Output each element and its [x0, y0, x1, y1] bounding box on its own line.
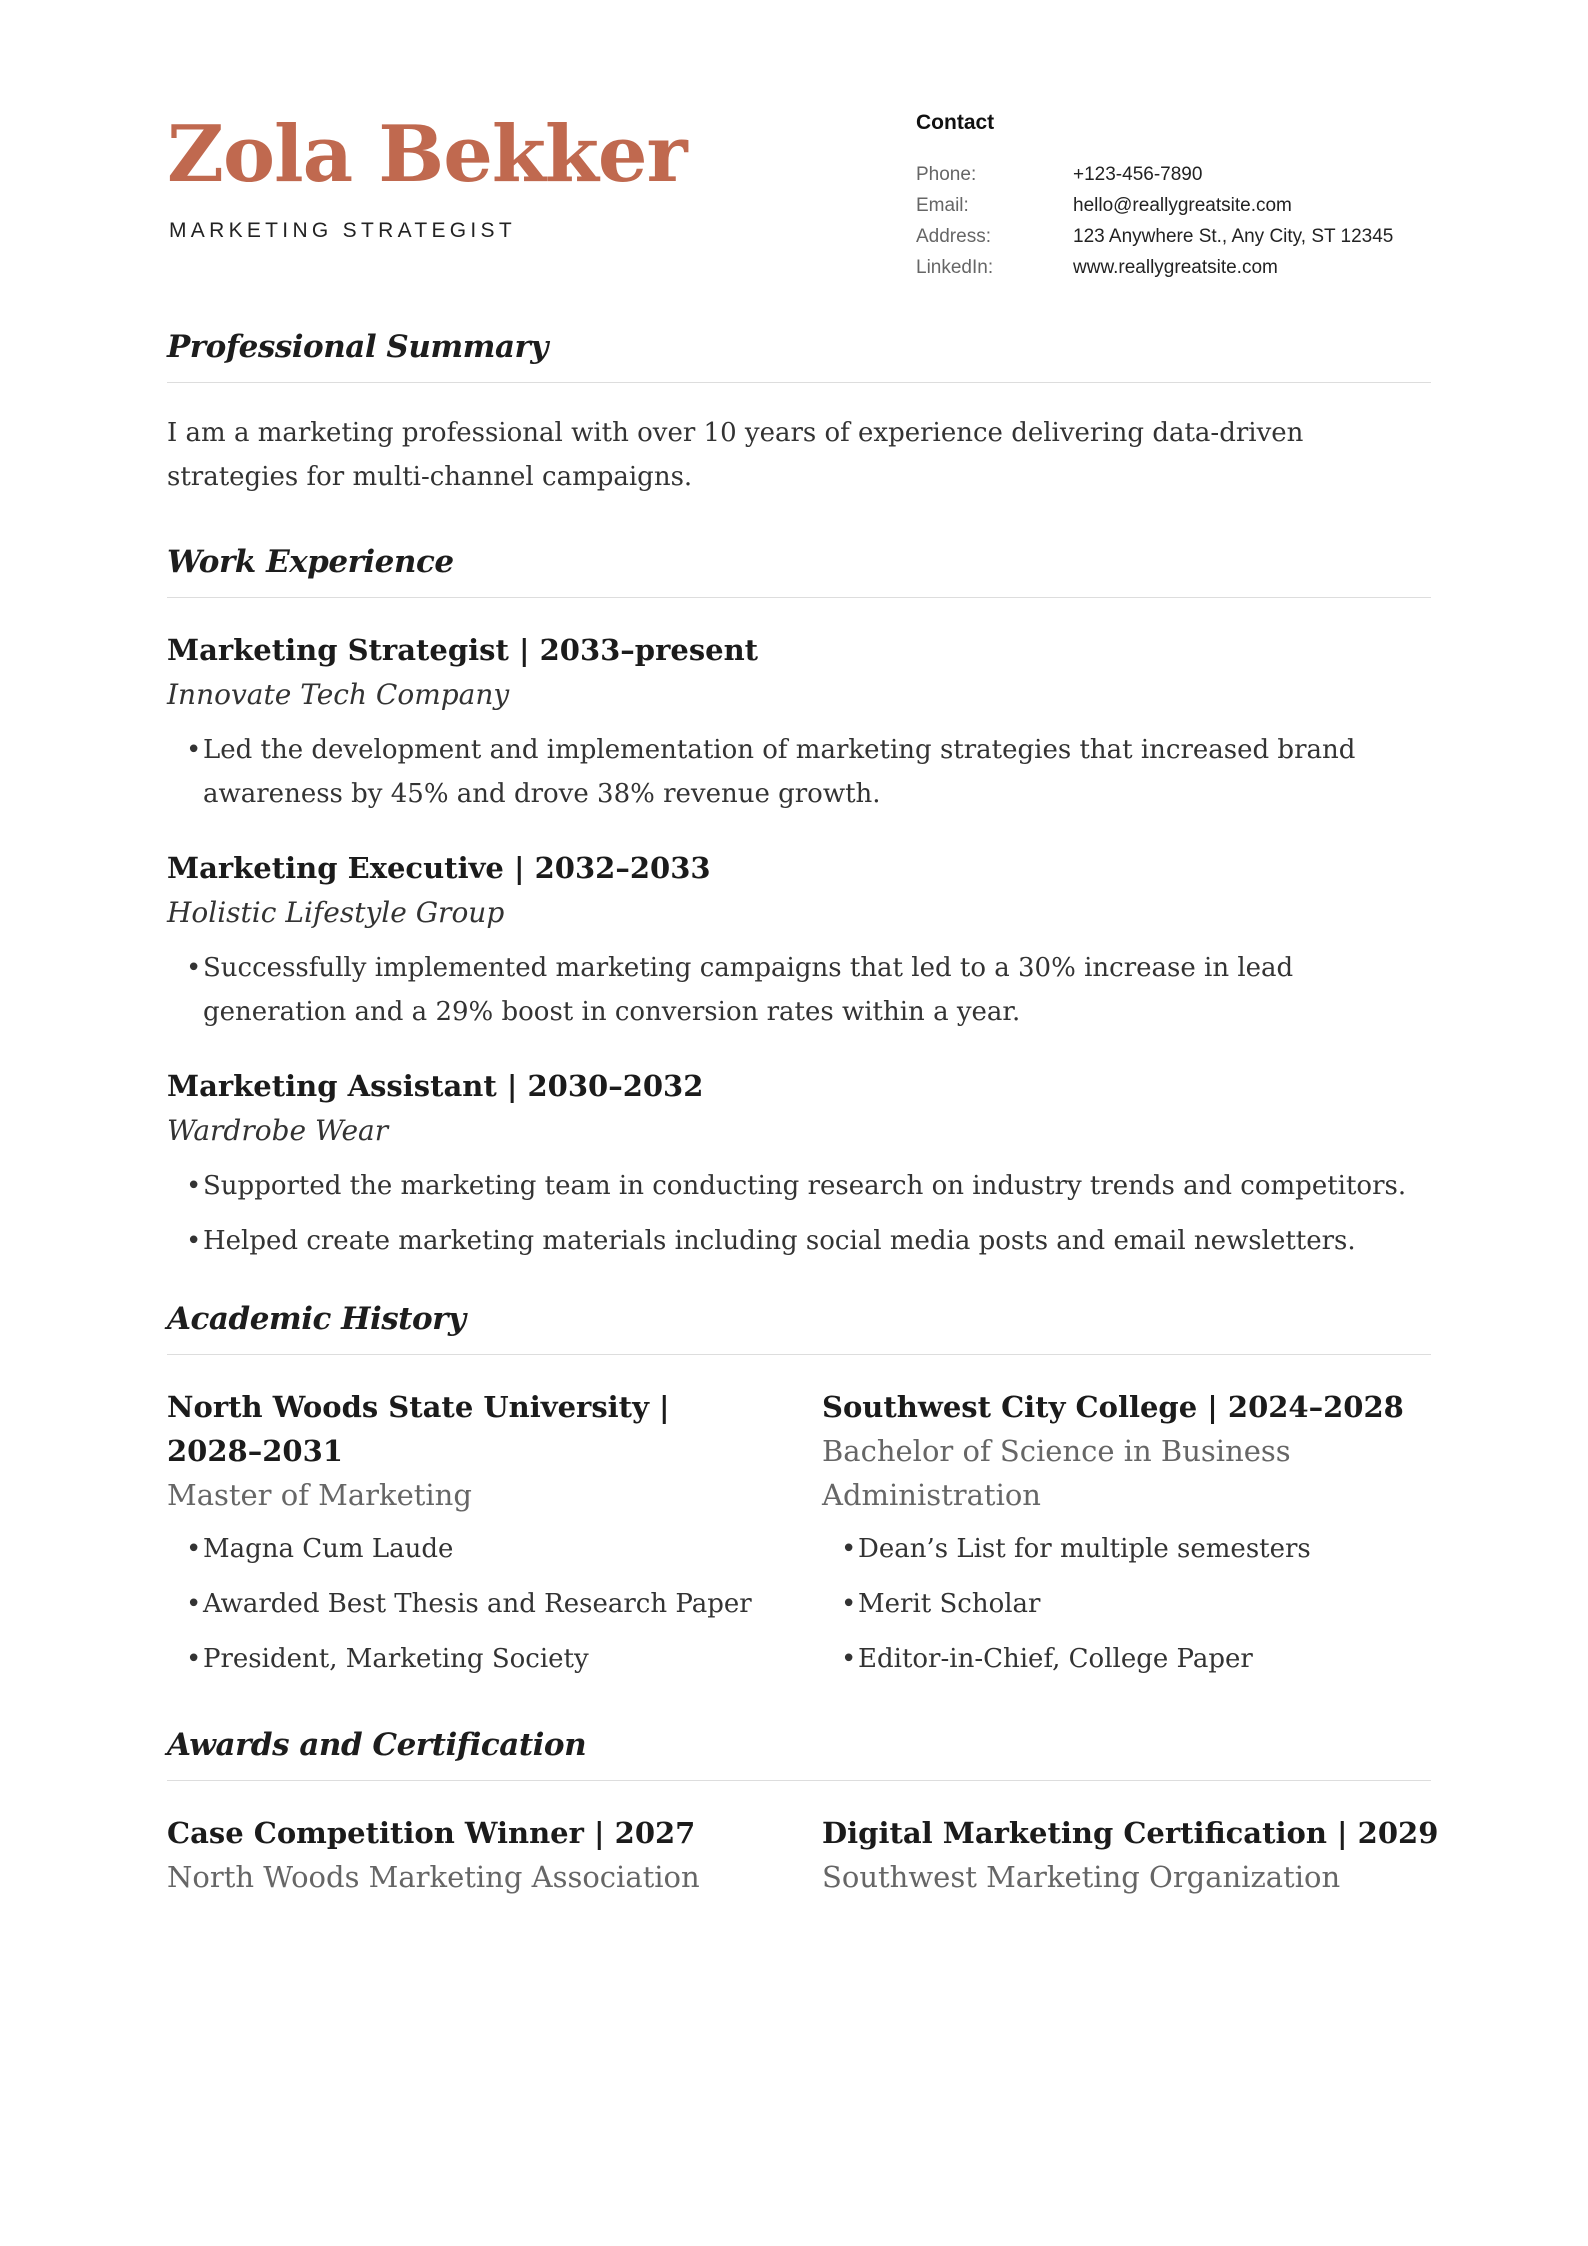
contact-address-value: 123 Anywhere St., Any City, ST 12345 — [1073, 226, 1394, 247]
summary-text: I am a marketing professional with over 10 years of experience delivering data-driven strategies for multi-channel campaigns. — [167, 418, 1304, 492]
contact-block — [916, 110, 1436, 283]
job-entry — [167, 846, 1431, 1034]
academic-section — [167, 1294, 1431, 1692]
school-bullets — [822, 1527, 1431, 1681]
academic-columns — [167, 1385, 1431, 1692]
section-heading: Professional Summary — [167, 329, 548, 365]
bullet-item: • Led the development and implementation of marketing strategies that increased brand awareness by 45% and drove 38% revenue growth. — [186, 728, 1431, 816]
contact-label: Phone: — [916, 164, 977, 185]
section-heading: Work Experience — [167, 544, 454, 580]
award-title: Digital Marketing Certification | 2029 — [822, 1816, 1439, 1850]
section-divider — [167, 1780, 1431, 1781]
school-entry — [167, 1385, 822, 1692]
school-bullets — [167, 1527, 822, 1681]
award-entry — [167, 1811, 822, 1899]
awards-section — [167, 1720, 1439, 1899]
job-entry — [167, 1064, 1431, 1263]
candidate-role: MARKETING STRATEGIST — [169, 219, 516, 242]
school-degree: Master of Marketing — [167, 1478, 472, 1512]
job-bullets — [167, 946, 1431, 1034]
award-org: North Woods Marketing Association — [167, 1860, 700, 1894]
job-company: Wardrobe Wear — [167, 1114, 389, 1147]
job-company: Innovate Tech Company — [167, 678, 510, 711]
job-bullets — [167, 728, 1431, 816]
contact-phone-value: +123-456-7890 — [1073, 164, 1203, 185]
work-section — [167, 537, 1431, 1263]
contact-row-email — [916, 190, 1436, 221]
section-divider — [167, 597, 1431, 598]
job-entry — [167, 628, 1431, 816]
candidate-name: Zola Bekker — [167, 109, 687, 200]
resume-content — [167, 322, 1439, 1899]
bullet-item: • Magna Cum Laude — [186, 1527, 822, 1571]
contact-label: LinkedIn: — [916, 257, 994, 278]
bullet-item: • Awarded Best Thesis and Research Paper — [186, 1582, 822, 1626]
section-divider — [167, 1354, 1431, 1355]
job-title: Marketing Executive | 2032–2033 — [167, 851, 711, 885]
bullet-item: • Helped create marketing materials including social media posts and email newsletters. — [186, 1219, 1431, 1263]
contact-row-phone — [916, 159, 1436, 190]
award-entry — [822, 1811, 1439, 1899]
awards-columns — [167, 1811, 1439, 1899]
section-heading: Awards and Certification — [167, 1727, 587, 1763]
bullet-item: • Merit Scholar — [841, 1582, 1431, 1626]
contact-linkedin-value: www.reallygreatsite.com — [1073, 257, 1278, 278]
job-company: Holistic Lifestyle Group — [167, 896, 505, 929]
school-entry — [822, 1385, 1431, 1692]
contact-title: Contact — [916, 111, 995, 134]
award-org: Southwest Marketing Organization — [822, 1860, 1341, 1894]
section-divider — [167, 382, 1431, 383]
contact-row-linkedin — [916, 252, 1436, 283]
contact-label: Address: — [916, 226, 991, 247]
bullet-item: • Supported the marketing team in conducting research on industry trends and competitors. — [186, 1164, 1431, 1208]
job-bullets — [167, 1164, 1431, 1263]
school-title: North Woods State University | 2028–2031 — [167, 1390, 670, 1468]
job-title: Marketing Assistant | 2030–2032 — [167, 1069, 704, 1103]
school-title: Southwest City College | 2024–2028 — [822, 1390, 1404, 1424]
bullet-item: • President, Marketing Society — [186, 1637, 822, 1681]
resume-header — [167, 105, 1431, 305]
bullet-item: • Successfully implemented marketing campaigns that led to a 30% increase in lead generation and a 29% boost in conversion rates within a year. — [186, 946, 1431, 1034]
bullet-item: • Dean’s List for multiple semesters — [841, 1527, 1431, 1571]
job-title: Marketing Strategist | 2033–present — [167, 633, 759, 667]
contact-label: Email: — [916, 195, 969, 216]
award-title: Case Competition Winner | 2027 — [167, 1816, 696, 1850]
contact-email-value: hello@reallygreatsite.com — [1073, 195, 1292, 216]
contact-row-address — [916, 221, 1436, 252]
section-heading: Academic History — [167, 1301, 466, 1337]
school-degree: Bachelor of Science in Business Administration — [822, 1434, 1291, 1512]
bullet-item: • Editor-in-Chief, College Paper — [841, 1637, 1431, 1681]
summary-section — [167, 322, 1431, 499]
